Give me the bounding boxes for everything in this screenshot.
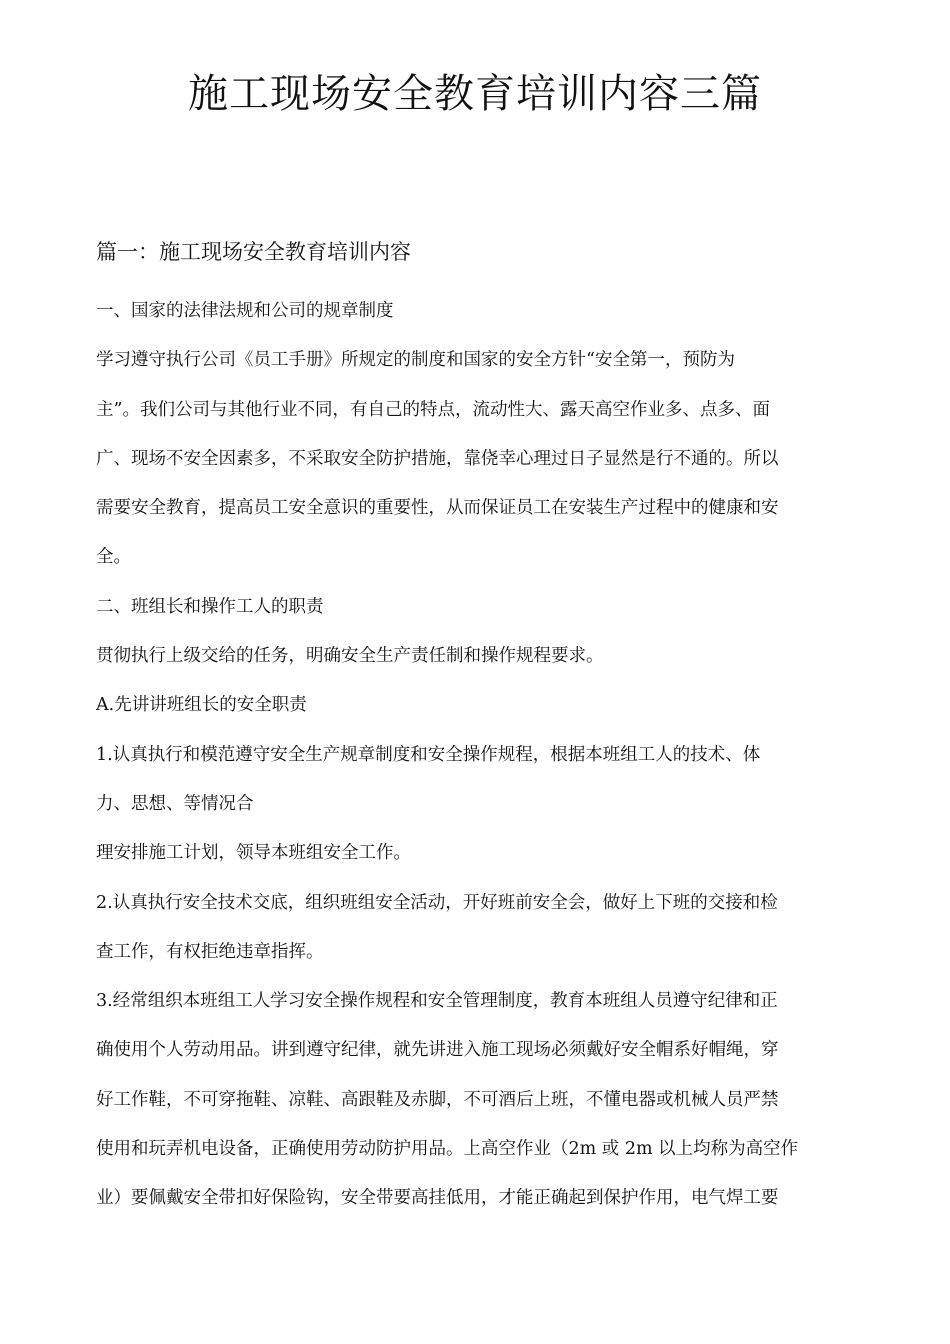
body-line: A.先讲讲班组长的安全职责 (96, 695, 307, 716)
body-line: 查工作，有权拒绝违章指挥。 (96, 941, 324, 962)
body-line: 广、现场不安全因素多，不采取安全防护措施，靠侥幸心理过日子显然是行不通的。所以 (96, 448, 779, 469)
document-title: 施工现场安全教育培训内容三篇 (188, 71, 762, 117)
body-line: 好工作鞋，不可穿拖鞋、凉鞋、高跟鞋及赤脚，不可酒后上班，不懂电器或机械人员严禁 (96, 1089, 779, 1110)
body-line: 1.认真执行和模范遵守安全生产规章制度和安全操作规程，根据本班组工人的技术、体 (96, 744, 761, 765)
body-line: 学习遵守执行公司《员工手册》所规定的制度和国家的安全方针“安全第一，预防为 (96, 350, 735, 371)
document-body (96, 295, 856, 1232)
section-heading: 篇一：施工现场安全教育培训内容 (96, 240, 411, 264)
body-line: 贯彻执行上级交给的任务，明确安全生产责任制和操作规程要求。 (96, 646, 604, 667)
body-line: 全。 (96, 547, 131, 568)
body-line: 力、思想、等情况合 (96, 793, 254, 814)
body-line: 业）要佩戴安全带扣好保险钩，安全带要高挂低用，才能正确起到保护作用，电气焊工要 (96, 1188, 779, 1209)
body-line: 二、班组长和操作工人的职责 (96, 596, 324, 617)
body-line: 一、国家的法律法规和公司的规章制度 (96, 301, 394, 321)
body-line: 理安排施工计划，领导本班组安全工作。 (96, 843, 411, 864)
body-line: 主”。我们公司与其他行业不同，有自己的特点，流动性大、露天高空作业多、点多、面 (96, 399, 770, 420)
body-line: 确使用个人劳动用品。讲到遵守纪律，就先讲进入施工现场必须戴好安全帽系好帽绳，穿 (96, 1040, 779, 1061)
body-line: 2.认真执行安全技术交底，组织班组安全活动，开好班前安全会，做好上下班的交接和检 (96, 892, 778, 913)
body-line: 3.经常组织本班组工人学习安全操作规程和安全管理制度，教育本班组人员遵守纪律和正 (96, 991, 778, 1012)
body-line: 需要安全教育，提高员工安全意识的重要性，从而保证员工在安装生产过程中的健康和安 (96, 498, 779, 519)
body-line: 使用和玩弄机电设备，正确使用劳动防护用品。上高空作业（2m 或 2m 以上均称为高空作 (96, 1139, 799, 1160)
